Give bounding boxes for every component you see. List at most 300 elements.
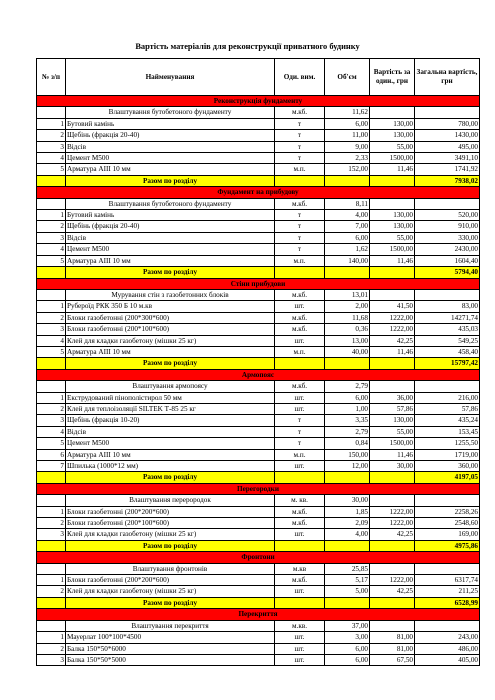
row-volume: 3,00 bbox=[325, 632, 370, 643]
work-volume: 11,62 bbox=[325, 107, 370, 118]
row-volume: 12,00 bbox=[325, 461, 370, 472]
total-spacer bbox=[275, 597, 325, 608]
row-num: 1 bbox=[37, 301, 66, 312]
row-num: 1 bbox=[37, 575, 66, 586]
total-spacer bbox=[275, 472, 325, 483]
section-total-row bbox=[37, 358, 480, 369]
row-total: 1430,00 bbox=[415, 130, 480, 141]
row-unit: т bbox=[275, 438, 325, 449]
total-spacer bbox=[325, 472, 370, 483]
row-num: 4 bbox=[37, 335, 66, 346]
row-num: 2 bbox=[37, 221, 66, 232]
row-name: Бутовий камінь bbox=[66, 210, 275, 221]
row-num: 5 bbox=[37, 346, 66, 357]
row-price: 42,25 bbox=[370, 586, 415, 597]
work-unit: м.кв. bbox=[275, 620, 325, 631]
row-price: 81,00 bbox=[370, 632, 415, 643]
row-price: 55,00 bbox=[370, 426, 415, 437]
row-total: 495,00 bbox=[415, 141, 480, 152]
row-name: Екструдований пінополістирол 50 мм bbox=[66, 392, 275, 403]
table-row bbox=[37, 461, 480, 472]
row-num: 1 bbox=[37, 632, 66, 643]
section-total-value: 4197,05 bbox=[415, 472, 480, 483]
work-row bbox=[37, 563, 480, 574]
total-spacer bbox=[370, 597, 415, 608]
row-total: 57,86 bbox=[415, 403, 480, 414]
section-total-row bbox=[37, 472, 480, 483]
row-price: 130,00 bbox=[370, 118, 415, 129]
section-header-row bbox=[37, 483, 480, 494]
total-spacer bbox=[275, 267, 325, 278]
row-price: 1222,00 bbox=[370, 312, 415, 323]
row-num: 3 bbox=[37, 232, 66, 243]
work-total bbox=[415, 107, 480, 118]
row-price: 11,46 bbox=[370, 449, 415, 460]
row-price: 30,00 bbox=[370, 461, 415, 472]
work-unit: м.кб. bbox=[275, 381, 325, 392]
work-name: Влаштування бутобетоного фундаменту bbox=[66, 198, 275, 209]
row-volume: 3,35 bbox=[325, 415, 370, 426]
row-volume: 6,00 bbox=[325, 392, 370, 403]
header-unit-price: Вартість за один., грн bbox=[370, 59, 415, 96]
row-num: 2 bbox=[37, 403, 66, 414]
row-name: Клей для кладки газобетону (мішки 25 кг) bbox=[66, 586, 275, 597]
work-name: Влаштування перекриття bbox=[66, 620, 275, 631]
row-name: Клей для теплоізоляції SILTEK Т-85 25 кг bbox=[66, 403, 275, 414]
row-total: 2430,00 bbox=[415, 244, 480, 255]
section-header-row bbox=[37, 552, 480, 563]
table-row bbox=[37, 529, 480, 540]
work-num bbox=[37, 620, 66, 631]
row-unit: м.п. bbox=[275, 449, 325, 460]
row-name: Щебінь (фракція 20-40) bbox=[66, 221, 275, 232]
table-row bbox=[37, 335, 480, 346]
row-volume: 1,62 bbox=[325, 244, 370, 255]
total-spacer bbox=[275, 175, 325, 186]
table-row bbox=[37, 643, 480, 654]
work-volume: 25,85 bbox=[325, 563, 370, 574]
work-volume: 30,00 bbox=[325, 495, 370, 506]
header-num: № з/п bbox=[37, 59, 66, 96]
row-price: 1500,00 bbox=[370, 438, 415, 449]
total-spacer bbox=[37, 267, 66, 278]
work-total bbox=[415, 289, 480, 300]
section-total-value: 7938,02 bbox=[415, 175, 480, 186]
row-name: Мауерлат 100*100*4500 bbox=[66, 632, 275, 643]
row-total: 435,03 bbox=[415, 324, 480, 335]
work-unit: м.кв bbox=[275, 563, 325, 574]
table-row bbox=[37, 392, 480, 403]
work-volume: 8,11 bbox=[325, 198, 370, 209]
row-price: 130,00 bbox=[370, 130, 415, 141]
row-price: 1222,00 bbox=[370, 518, 415, 529]
work-unit: м.кб. bbox=[275, 107, 325, 118]
row-name: Відсів bbox=[66, 141, 275, 152]
row-unit: м.кб. bbox=[275, 575, 325, 586]
row-volume: 6,00 bbox=[325, 654, 370, 665]
table-row bbox=[37, 141, 480, 152]
work-volume: 13,01 bbox=[325, 289, 370, 300]
work-num bbox=[37, 289, 66, 300]
row-total: 2258,26 bbox=[415, 506, 480, 517]
row-unit: шт. bbox=[275, 632, 325, 643]
total-spacer bbox=[370, 267, 415, 278]
section-header-row bbox=[37, 187, 480, 198]
row-volume: 0,36 bbox=[325, 324, 370, 335]
row-unit: шт. bbox=[275, 461, 325, 472]
row-unit: т bbox=[275, 244, 325, 255]
row-num: 1 bbox=[37, 118, 66, 129]
row-unit: т bbox=[275, 130, 325, 141]
row-price: 11,46 bbox=[370, 255, 415, 266]
row-num: 2 bbox=[37, 518, 66, 529]
row-name: Рубероїд РКК 350 Б 10 м.кв bbox=[66, 301, 275, 312]
work-num bbox=[37, 495, 66, 506]
row-unit: шт. bbox=[275, 654, 325, 665]
work-name: Мурування стін з газобетонних блоків bbox=[66, 289, 275, 300]
total-spacer bbox=[37, 540, 66, 551]
row-total: 1741,92 bbox=[415, 164, 480, 175]
total-spacer bbox=[325, 267, 370, 278]
table-row bbox=[37, 324, 480, 335]
table-row bbox=[37, 118, 480, 129]
section-header-row bbox=[37, 96, 480, 107]
row-name: Бутовий камінь bbox=[66, 118, 275, 129]
row-total: 520,00 bbox=[415, 210, 480, 221]
row-volume: 2,00 bbox=[325, 301, 370, 312]
header-unit: Оди. вим. bbox=[275, 59, 325, 96]
table-row bbox=[37, 586, 480, 597]
work-name: Влаштування бутобетоного фундаменту bbox=[66, 107, 275, 118]
row-volume: 13,00 bbox=[325, 335, 370, 346]
row-num: 3 bbox=[37, 654, 66, 665]
row-unit: шт. bbox=[275, 529, 325, 540]
work-total bbox=[415, 198, 480, 209]
row-num: 5 bbox=[37, 438, 66, 449]
row-name: Цемент М500 bbox=[66, 438, 275, 449]
total-spacer bbox=[370, 540, 415, 551]
row-price: 42,25 bbox=[370, 335, 415, 346]
table-row bbox=[37, 312, 480, 323]
row-num: 3 bbox=[37, 324, 66, 335]
row-name: Арматура АІІІ 10 мм bbox=[66, 164, 275, 175]
row-unit: шт. bbox=[275, 643, 325, 654]
row-price: 36,00 bbox=[370, 392, 415, 403]
table-row bbox=[37, 164, 480, 175]
row-unit: т bbox=[275, 415, 325, 426]
row-price: 81,00 bbox=[370, 643, 415, 654]
work-total bbox=[415, 563, 480, 574]
section-total-row bbox=[37, 597, 480, 608]
row-total: 435,24 bbox=[415, 415, 480, 426]
table-row bbox=[37, 301, 480, 312]
row-name: Клей для кладки газобетону (мішки 25 кг) bbox=[66, 335, 275, 346]
table-row bbox=[37, 244, 480, 255]
total-spacer bbox=[370, 358, 415, 369]
total-spacer bbox=[325, 597, 370, 608]
table-row bbox=[37, 654, 480, 665]
row-unit: т bbox=[275, 210, 325, 221]
row-name: Цемент М500 bbox=[66, 244, 275, 255]
table-row bbox=[37, 415, 480, 426]
work-volume: 2,79 bbox=[325, 381, 370, 392]
row-name: Арматура АІІІ 10 мм bbox=[66, 255, 275, 266]
total-spacer bbox=[37, 358, 66, 369]
total-spacer bbox=[37, 597, 66, 608]
row-volume: 140,00 bbox=[325, 255, 370, 266]
table-row bbox=[37, 232, 480, 243]
row-price: 1222,00 bbox=[370, 506, 415, 517]
table-row bbox=[37, 518, 480, 529]
row-name: Щебінь (фракція 20-40) bbox=[66, 130, 275, 141]
row-total: 549,25 bbox=[415, 335, 480, 346]
document-title: Вартість матеріалів для реконструкції приватного будинку bbox=[135, 42, 360, 51]
row-volume: 11,00 bbox=[325, 130, 370, 141]
work-row bbox=[37, 620, 480, 631]
row-unit: м.кб. bbox=[275, 324, 325, 335]
total-spacer bbox=[325, 540, 370, 551]
work-unit: м.кб. bbox=[275, 198, 325, 209]
section-total-label: Разом по розділу bbox=[66, 175, 275, 186]
row-total: 14271,74 bbox=[415, 312, 480, 323]
section-total-row bbox=[37, 540, 480, 551]
row-unit: м.кб. bbox=[275, 506, 325, 517]
row-unit: т bbox=[275, 118, 325, 129]
row-volume: 1,85 bbox=[325, 506, 370, 517]
table-row bbox=[37, 153, 480, 164]
row-total: 360,00 bbox=[415, 461, 480, 472]
row-name: Цемент М500 bbox=[66, 153, 275, 164]
section-total-row bbox=[37, 175, 480, 186]
table-row bbox=[37, 210, 480, 221]
section-title: Армопояс bbox=[37, 369, 480, 380]
section-title: Перекриття bbox=[37, 609, 480, 620]
row-volume: 2,33 bbox=[325, 153, 370, 164]
row-unit: м.кб. bbox=[275, 312, 325, 323]
work-price bbox=[370, 381, 415, 392]
row-name: Блоки газобетонні (200*300*600) bbox=[66, 312, 275, 323]
row-price: 57,86 bbox=[370, 403, 415, 414]
work-row bbox=[37, 198, 480, 209]
row-volume: 7,00 bbox=[325, 221, 370, 232]
section-title: Перегородки bbox=[37, 483, 480, 494]
row-num: 5 bbox=[37, 164, 66, 175]
table-row bbox=[37, 426, 480, 437]
row-name: Арматура АІІІ 10 мм bbox=[66, 449, 275, 460]
row-total: 780,00 bbox=[415, 118, 480, 129]
total-spacer bbox=[37, 472, 66, 483]
table-row bbox=[37, 449, 480, 460]
section-total-label: Разом по розділу bbox=[66, 267, 275, 278]
row-price: 55,00 bbox=[370, 141, 415, 152]
row-volume: 0,84 bbox=[325, 438, 370, 449]
section-total-value: 5794,40 bbox=[415, 267, 480, 278]
row-price: 130,00 bbox=[370, 221, 415, 232]
row-price: 1500,00 bbox=[370, 153, 415, 164]
row-volume: 2,09 bbox=[325, 518, 370, 529]
work-unit: м.кб. bbox=[275, 289, 325, 300]
table-row bbox=[37, 346, 480, 357]
row-name: Балка 150*50*6000 bbox=[66, 643, 275, 654]
table-row bbox=[37, 575, 480, 586]
row-unit: т bbox=[275, 141, 325, 152]
row-unit: шт. bbox=[275, 392, 325, 403]
table-row bbox=[37, 130, 480, 141]
row-volume: 6,00 bbox=[325, 118, 370, 129]
row-volume: 4,00 bbox=[325, 210, 370, 221]
work-total bbox=[415, 381, 480, 392]
row-unit: м.п. bbox=[275, 255, 325, 266]
row-price: 11,46 bbox=[370, 346, 415, 357]
row-num: 7 bbox=[37, 461, 66, 472]
section-title: Стіни прибудови bbox=[37, 278, 480, 289]
row-num: 3 bbox=[37, 415, 66, 426]
row-total: 405,00 bbox=[415, 654, 480, 665]
row-price: 130,00 bbox=[370, 210, 415, 221]
row-name: Блоки газобетонні (200*200*600) bbox=[66, 506, 275, 517]
row-name: Блоки газобетонні (200*100*600) bbox=[66, 518, 275, 529]
row-price: 41,50 bbox=[370, 301, 415, 312]
table-body bbox=[37, 96, 480, 666]
row-name: Балка 150*50*5000 bbox=[66, 654, 275, 665]
row-volume: 40,00 bbox=[325, 346, 370, 357]
row-num: 1 bbox=[37, 506, 66, 517]
row-price: 11,46 bbox=[370, 164, 415, 175]
work-price bbox=[370, 620, 415, 631]
row-num: 2 bbox=[37, 586, 66, 597]
work-row bbox=[37, 289, 480, 300]
row-total: 458,40 bbox=[415, 346, 480, 357]
row-price: 1222,00 bbox=[370, 324, 415, 335]
header-name: Найменування bbox=[66, 59, 275, 96]
total-spacer bbox=[370, 472, 415, 483]
row-unit: шт. bbox=[275, 301, 325, 312]
section-title: Реконструкція фундаменту bbox=[37, 96, 480, 107]
row-num: 5 bbox=[37, 255, 66, 266]
row-price: 1222,00 bbox=[370, 575, 415, 586]
row-total: 2548,60 bbox=[415, 518, 480, 529]
work-unit: м. кв. bbox=[275, 495, 325, 506]
row-volume: 6,00 bbox=[325, 643, 370, 654]
section-total-label: Разом по розділу bbox=[66, 597, 275, 608]
row-price: 67,50 bbox=[370, 654, 415, 665]
section-header-row bbox=[37, 278, 480, 289]
total-spacer bbox=[37, 175, 66, 186]
row-name: Відсів bbox=[66, 426, 275, 437]
row-price: 55,00 bbox=[370, 232, 415, 243]
table-row bbox=[37, 438, 480, 449]
work-total bbox=[415, 620, 480, 631]
row-price: 42,25 bbox=[370, 529, 415, 540]
row-name: Шпилька (1000*12 мм) bbox=[66, 461, 275, 472]
materials-table bbox=[36, 58, 480, 666]
section-title: Фундамент на прибудову bbox=[37, 187, 480, 198]
table-row bbox=[37, 506, 480, 517]
row-name: Блоки газобетонні (200*200*600) bbox=[66, 575, 275, 586]
table-header-row bbox=[37, 59, 480, 96]
row-volume: 11,68 bbox=[325, 312, 370, 323]
section-total-value: 6528,99 bbox=[415, 597, 480, 608]
row-unit: м.кб. bbox=[275, 518, 325, 529]
table-row bbox=[37, 221, 480, 232]
row-num: 2 bbox=[37, 312, 66, 323]
row-total: 1719,00 bbox=[415, 449, 480, 460]
row-num: 3 bbox=[37, 141, 66, 152]
row-name: Блоки газобетонні (200*100*600) bbox=[66, 324, 275, 335]
row-num: 6 bbox=[37, 449, 66, 460]
row-unit: т bbox=[275, 153, 325, 164]
work-row bbox=[37, 495, 480, 506]
row-price: 1500,00 bbox=[370, 244, 415, 255]
work-name: Влаштування армопоясу bbox=[66, 381, 275, 392]
row-total: 486,00 bbox=[415, 643, 480, 654]
row-name: Арматура АІІІ 10 мм bbox=[66, 346, 275, 357]
table-row bbox=[37, 403, 480, 414]
row-total: 83,00 bbox=[415, 301, 480, 312]
row-num: 4 bbox=[37, 153, 66, 164]
work-price bbox=[370, 495, 415, 506]
header-volume: Об'єм bbox=[325, 59, 370, 96]
row-total: 3491,10 bbox=[415, 153, 480, 164]
row-volume: 1,00 bbox=[325, 403, 370, 414]
work-num bbox=[37, 198, 66, 209]
row-num: 2 bbox=[37, 643, 66, 654]
row-volume: 150,00 bbox=[325, 449, 370, 460]
total-spacer bbox=[275, 540, 325, 551]
work-name: Влаштування фронтонів bbox=[66, 563, 275, 574]
total-spacer bbox=[275, 358, 325, 369]
work-price bbox=[370, 289, 415, 300]
work-price bbox=[370, 563, 415, 574]
row-total: 243,00 bbox=[415, 632, 480, 643]
row-total: 6317,74 bbox=[415, 575, 480, 586]
work-price bbox=[370, 107, 415, 118]
row-num: 4 bbox=[37, 244, 66, 255]
table-row bbox=[37, 632, 480, 643]
section-total-label: Разом по розділу bbox=[66, 540, 275, 551]
row-unit: м.п. bbox=[275, 164, 325, 175]
work-row bbox=[37, 107, 480, 118]
row-num: 1 bbox=[37, 210, 66, 221]
section-total-row bbox=[37, 267, 480, 278]
work-volume: 37,00 bbox=[325, 620, 370, 631]
work-num bbox=[37, 107, 66, 118]
work-row bbox=[37, 381, 480, 392]
row-total: 910,00 bbox=[415, 221, 480, 232]
row-total: 330,00 bbox=[415, 232, 480, 243]
row-total: 169,00 bbox=[415, 529, 480, 540]
row-unit: шт. bbox=[275, 335, 325, 346]
row-unit: м.п. bbox=[275, 346, 325, 357]
total-spacer bbox=[370, 175, 415, 186]
row-unit: шт. bbox=[275, 403, 325, 414]
section-total-value: 4975,86 bbox=[415, 540, 480, 551]
row-num: 4 bbox=[37, 426, 66, 437]
row-total: 211,25 bbox=[415, 586, 480, 597]
section-total-label: Разом по розділу bbox=[66, 472, 275, 483]
row-num: 2 bbox=[37, 130, 66, 141]
row-total: 1255,50 bbox=[415, 438, 480, 449]
section-header-row bbox=[37, 369, 480, 380]
row-name: Відсів bbox=[66, 232, 275, 243]
work-name: Влаштування перерородок bbox=[66, 495, 275, 506]
row-volume: 9,00 bbox=[325, 141, 370, 152]
section-total-label: Разом по розділу bbox=[66, 358, 275, 369]
total-spacer bbox=[325, 175, 370, 186]
row-volume: 6,00 bbox=[325, 232, 370, 243]
section-header-row bbox=[37, 609, 480, 620]
row-unit: шт. bbox=[275, 586, 325, 597]
